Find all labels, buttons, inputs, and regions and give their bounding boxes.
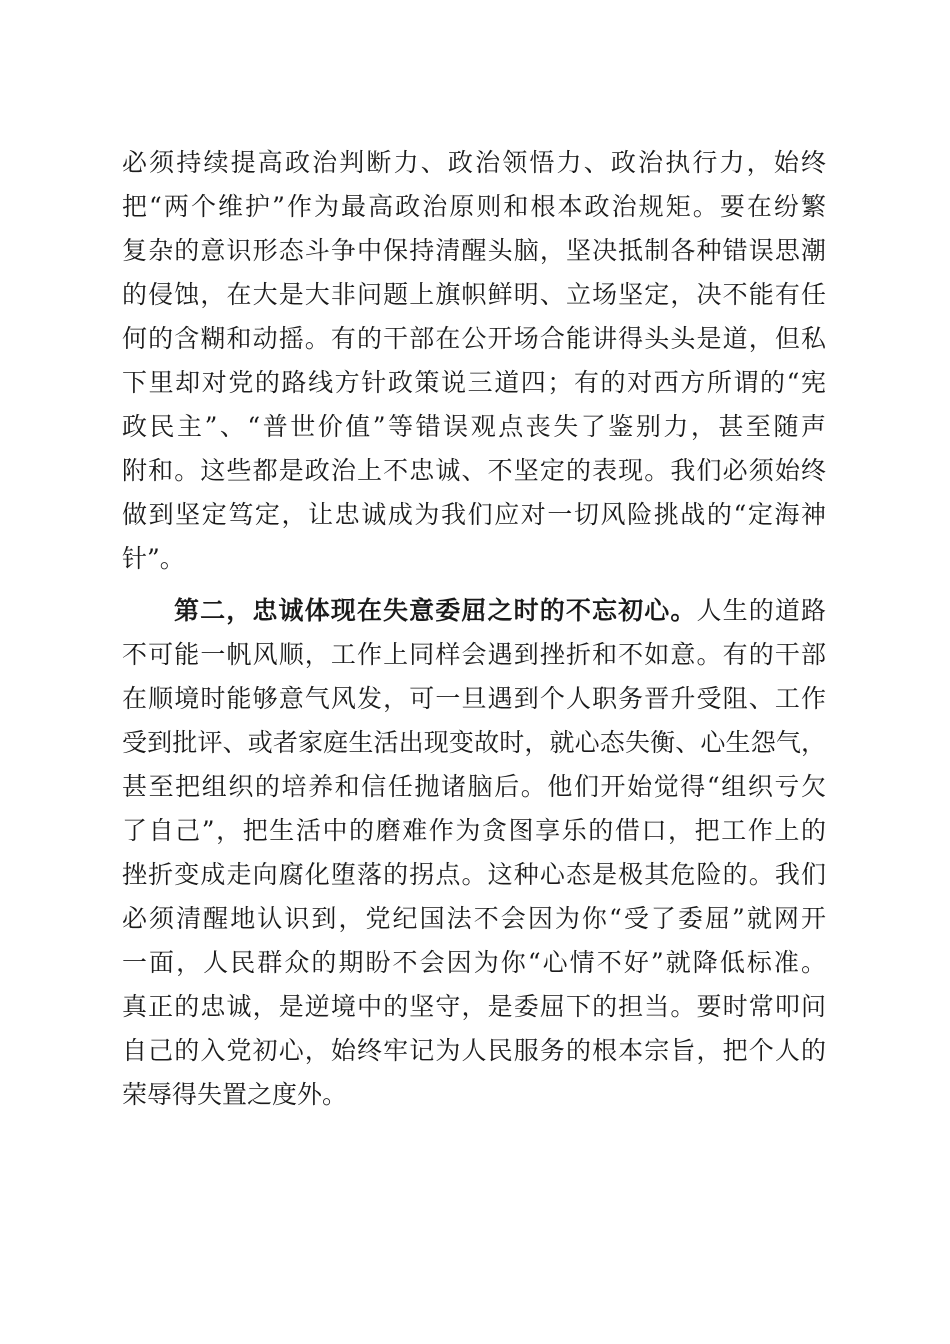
paragraph-1-line-9: 做到坚定笃定，让忠诚成为我们应对一切风险挑战的“定海神 <box>122 500 826 529</box>
paragraph-1-line-2: 把“两个维护”作为最高政治原则和根本政治规矩。要在纷繁 <box>122 192 826 221</box>
paragraph-1-line-1: 必须持续提高政治判断力、政治领悟力、政治执行力，始终 <box>122 148 826 177</box>
paragraph-2-line-2: 不可能一帆风顺，工作上同样会遇到挫折和不如意。有的干部 <box>122 640 826 669</box>
paragraph-1-line-7: 政民主”、“普世价值”等错误观点丧失了鉴别力，甚至随声 <box>122 412 826 441</box>
paragraph-1-line-10: 针”。 <box>122 544 185 573</box>
paragraph-2-line-10: 真正的忠诚，是逆境中的坚守，是委屈下的担当。要时常叩问 <box>122 992 826 1021</box>
paragraph-2-line-3: 在顺境时能够意气风发，可一旦遇到个人职务晋升受阻、工作 <box>122 684 826 713</box>
paragraph-2-line-7: 挫折变成走向腐化堕落的拐点。这种心态是极其危险的。我们 <box>122 860 826 889</box>
paragraph-2-line-5: 甚至把组织的培养和信任抛诸脑后。他们开始觉得“组织亏欠 <box>122 772 826 801</box>
paragraph-1-line-3: 复杂的意识形态斗争中保持清醒头脑，坚决抵制各种错误思潮 <box>122 236 826 265</box>
paragraph-1-line-8: 附和。这些都是政治上不忠诚、不坚定的表现。我们必须始终 <box>122 456 826 485</box>
paragraph-2-lead: 第二，忠诚体现在失意委屈之时的不忘初心。 <box>174 596 697 625</box>
paragraph-2-line-1 <box>174 596 826 626</box>
paragraph-2-line-8: 必须清醒地认识到，党纪国法不会因为你“受了委屈”就网开 <box>122 904 826 933</box>
paragraph-1-line-6: 下里却对党的路线方针政策说三道四；有的对西方所谓的“宪 <box>122 368 826 397</box>
paragraph-2-line-6: 了自己”，把生活中的磨难作为贪图享乐的借口，把工作上的 <box>122 816 826 845</box>
paragraph-2-line-9: 一面，人民群众的期盼不会因为你“心情不好”就降低标准。 <box>122 948 826 977</box>
paragraph-1-line-4: 的侵蚀，在大是大非问题上旗帜鲜明、立场坚定，决不能有任 <box>122 280 826 309</box>
paragraph-2-line-11: 自己的入党初心，始终牢记为人民服务的根本宗旨，把个人的 <box>122 1036 826 1065</box>
paragraph-2-line-4: 受到批评、或者家庭生活出现变故时，就心态失衡、心生怨气， <box>122 728 826 757</box>
paragraph-2-line-12: 荣辱得失置之度外。 <box>122 1080 348 1109</box>
paragraph-2-line-1-rest: 人生的道路 <box>696 596 826 625</box>
paragraph-1-line-5: 何的含糊和动摇。有的干部在公开场合能讲得头头是道，但私 <box>122 324 826 353</box>
